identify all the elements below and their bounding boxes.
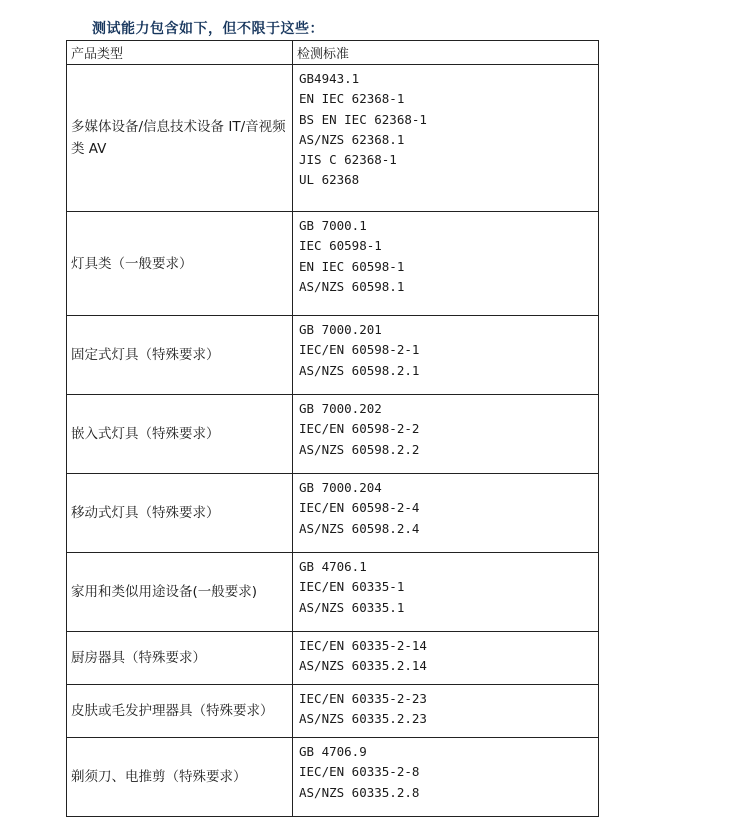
product-category-cell: 家用和类似用途设备(一般要求) (67, 553, 293, 632)
standards-cell (293, 553, 599, 632)
product-category-cell: 移动式灯具（特殊要求） (67, 474, 293, 553)
standard-code: GB 7000.1 (299, 218, 367, 233)
product-category-cell: 灯具类（一般要求） (67, 212, 293, 316)
standard-code: GB4943.1 (299, 71, 360, 86)
standard-code: JIS C 62368-1 (299, 152, 397, 168)
standards-cell (293, 474, 599, 553)
table-row (67, 738, 599, 817)
standard-code: AS/NZS 60598.1 (299, 278, 405, 294)
standard-code: GB 7000.202 (299, 401, 382, 416)
standard-code: AS/NZS 62368.1 (299, 131, 405, 147)
standard-code: IEC/EN 60335-2-23 (299, 691, 427, 706)
standards-cell (293, 395, 599, 474)
standard-code: EN IEC 62368-1 (299, 91, 405, 107)
standards-cell (293, 685, 599, 738)
standard-code: UL 62368 (299, 172, 360, 188)
standards-cell (293, 738, 599, 817)
standard-code: AS/NZS 60598.2.1 (299, 362, 420, 378)
table-row (67, 395, 599, 474)
standard-code: AS/NZS 60335.1 (299, 599, 405, 615)
table-row (67, 685, 599, 738)
standard-code: EN IEC 60598-1 (299, 258, 405, 274)
standard-code: GB 7000.204 (299, 480, 382, 495)
header-product-type: 产品类型 (67, 41, 293, 65)
standards-cell (293, 65, 599, 212)
standard-code: IEC/EN 60598-2-4 (299, 500, 420, 516)
table-row (67, 474, 599, 553)
table-row (67, 212, 599, 316)
product-category-cell: 固定式灯具（特殊要求） (67, 316, 293, 395)
standards-table (66, 40, 599, 817)
standard-code: AS/NZS 60598.2.2 (299, 441, 420, 457)
standards-cell (293, 212, 599, 316)
product-category-cell: 厨房器具（特殊要求） (67, 632, 293, 685)
product-category-cell: 剃须刀、电推剪（特殊要求） (67, 738, 293, 817)
standard-code: IEC 60598-1 (299, 238, 382, 254)
table-row (67, 632, 599, 685)
page-heading: 测试能力包含如下，但不限于这些： (92, 21, 324, 37)
standard-code: AS/NZS 60335.2.23 (299, 711, 427, 727)
standard-code: GB 7000.201 (299, 322, 382, 337)
product-category-cell: 多媒体设备/信息技术设备 IT/音视频类 AV (67, 65, 293, 212)
table-body (67, 65, 599, 817)
product-category-cell: 皮肤或毛发护理器具（特殊要求） (67, 685, 293, 738)
standard-code: GB 4706.1 (299, 559, 367, 574)
standard-code: IEC/EN 60335-2-8 (299, 764, 420, 780)
table-row (67, 316, 599, 395)
standard-code: IEC/EN 60598-2-2 (299, 421, 420, 437)
standard-code: AS/NZS 60335.2.14 (299, 658, 427, 674)
standards-cell (293, 632, 599, 685)
standard-code: AS/NZS 60598.2.4 (299, 520, 420, 536)
standards-cell (293, 316, 599, 395)
standard-code: IEC/EN 60335-2-14 (299, 638, 427, 653)
standard-code: GB 4706.9 (299, 744, 367, 759)
table-row (67, 65, 599, 212)
standard-code: IEC/EN 60335-1 (299, 579, 405, 595)
table-row (67, 553, 599, 632)
standard-code: IEC/EN 60598-2-1 (299, 342, 420, 358)
standard-code: BS EN IEC 62368-1 (299, 111, 427, 127)
standard-code: AS/NZS 60335.2.8 (299, 784, 420, 800)
table-header-row (67, 41, 599, 65)
product-category-cell: 嵌入式灯具（特殊要求） (67, 395, 293, 474)
header-test-standard: 检测标准 (293, 41, 599, 65)
